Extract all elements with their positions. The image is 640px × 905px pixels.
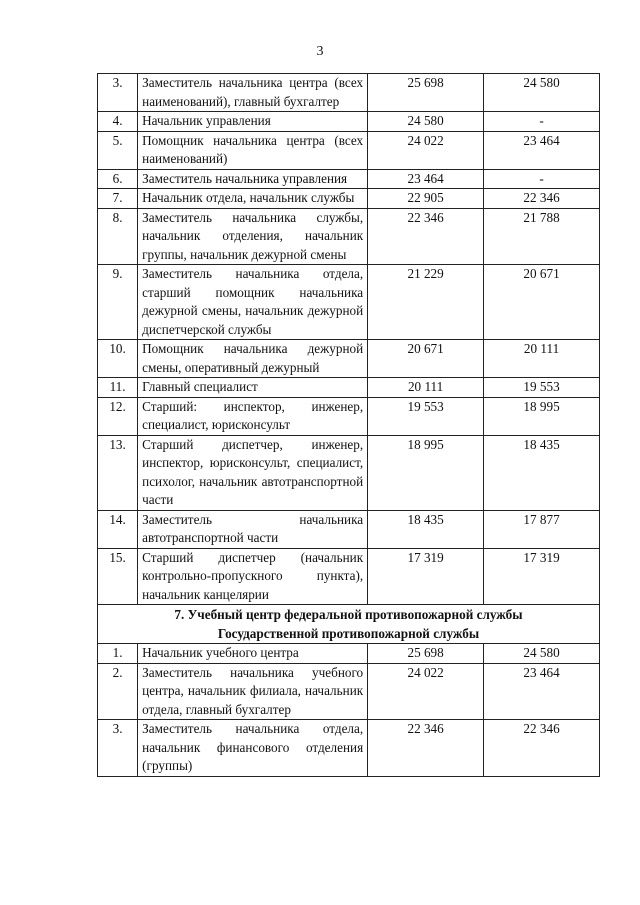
row-number: 2. [98, 663, 138, 720]
table-row [98, 548, 600, 605]
salary-value-1: 18 435 [368, 510, 484, 548]
position-title: Начальник управления [138, 112, 368, 132]
section-heading-line-2: Государственной противопожарной службы [217, 626, 480, 641]
page-number: 3 [316, 44, 324, 59]
table-row [98, 74, 600, 112]
salary-value-1: 20 111 [368, 378, 484, 398]
salary-value-2: 24 580 [484, 74, 600, 112]
row-number: 15. [98, 548, 138, 605]
section-heading [98, 605, 600, 644]
position-title: Старший диспетчер (начальник контрольно-пропускного пункта), начальник канцелярии [138, 548, 368, 605]
salary-value-2: 20 671 [484, 265, 600, 340]
section-heading-row [98, 605, 600, 644]
salary-value-1: 20 671 [368, 340, 484, 378]
position-title: Старший диспетчер, инженер, инспектор, юрисконсульт, специалист, психолог, начальник автотранспортной части [138, 435, 368, 510]
salary-value-2: 24 580 [484, 644, 600, 664]
salary-value-2: 20 111 [484, 340, 600, 378]
salary-value-2: - [484, 169, 600, 189]
table-row [98, 720, 600, 777]
table-row [98, 131, 600, 169]
salary-value-1: 24 022 [368, 131, 484, 169]
position-title: Заместитель начальника учебного центра, начальник филиала, начальник отдела, главный бухгалтер [138, 663, 368, 720]
salary-value-2: 17 877 [484, 510, 600, 548]
table-row [98, 340, 600, 378]
salary-value-1: 18 995 [368, 435, 484, 510]
row-number: 1. [98, 644, 138, 664]
salary-value-1: 25 698 [368, 74, 484, 112]
salary-value-1: 24 580 [368, 112, 484, 132]
position-title: Помощник начальника дежурной смены, оперативный дежурный [138, 340, 368, 378]
row-number: 13. [98, 435, 138, 510]
section-heading-line-1: 7. Учебный центр федеральной противопожарной службы [174, 607, 523, 622]
salary-value-1: 24 022 [368, 663, 484, 720]
salary-value-1: 22 905 [368, 189, 484, 209]
position-title: Главный специалист [138, 378, 368, 398]
table-row [98, 397, 600, 435]
salary-value-1: 22 346 [368, 208, 484, 265]
salary-value-2: 23 464 [484, 131, 600, 169]
position-title: Заместитель начальника центра (всех наименований), главный бухгалтер [138, 74, 368, 112]
table-row [98, 265, 600, 340]
table-row [98, 435, 600, 510]
table-row [98, 663, 600, 720]
salary-value-2: 18 995 [484, 397, 600, 435]
row-number: 11. [98, 378, 138, 398]
row-number: 9. [98, 265, 138, 340]
row-number: 7. [98, 189, 138, 209]
row-number: 14. [98, 510, 138, 548]
salary-value-1: 22 346 [368, 720, 484, 777]
position-title: Старший: инспектор, инженер, специалист, юрисконсульт [138, 397, 368, 435]
position-title: Заместитель начальника отдела, начальник финансового отделения (группы) [138, 720, 368, 777]
row-number: 5. [98, 131, 138, 169]
salary-value-1: 21 229 [368, 265, 484, 340]
salary-value-2: 23 464 [484, 663, 600, 720]
salary-value-1: 23 464 [368, 169, 484, 189]
row-number: 4. [98, 112, 138, 132]
salary-value-2: 18 435 [484, 435, 600, 510]
table-row [98, 169, 600, 189]
salary-value-2: 22 346 [484, 189, 600, 209]
row-number: 6. [98, 169, 138, 189]
salary-value-2: 21 788 [484, 208, 600, 265]
salary-value-1: 17 319 [368, 548, 484, 605]
position-title: Начальник учебного центра [138, 644, 368, 664]
salary-value-1: 25 698 [368, 644, 484, 664]
row-number: 12. [98, 397, 138, 435]
position-title: Заместитель начальника отдела, старший помощник начальника дежурной смены, начальник дежурной диспетчерской службы [138, 265, 368, 340]
position-title: Заместитель начальника управления [138, 169, 368, 189]
table-row [98, 189, 600, 209]
salary-value-2: 22 346 [484, 720, 600, 777]
position-title: Начальник отдела, начальник службы [138, 189, 368, 209]
position-title: Заместитель начальника автотранспортной части [138, 510, 368, 548]
position-title: Помощник начальника центра (всех наименований) [138, 131, 368, 169]
salary-value-1: 19 553 [368, 397, 484, 435]
table-row [98, 208, 600, 265]
row-number: 3. [98, 74, 138, 112]
table-row [98, 378, 600, 398]
salary-table [97, 73, 600, 777]
salary-value-2: 19 553 [484, 378, 600, 398]
position-title: Заместитель начальника службы, начальник отделения, начальник группы, начальник дежурной смены [138, 208, 368, 265]
salary-value-2: - [484, 112, 600, 132]
row-number: 10. [98, 340, 138, 378]
row-number: 8. [98, 208, 138, 265]
table-row [98, 644, 600, 664]
salary-value-2: 17 319 [484, 548, 600, 605]
table-row [98, 510, 600, 548]
row-number: 3. [98, 720, 138, 777]
table-row [98, 112, 600, 132]
